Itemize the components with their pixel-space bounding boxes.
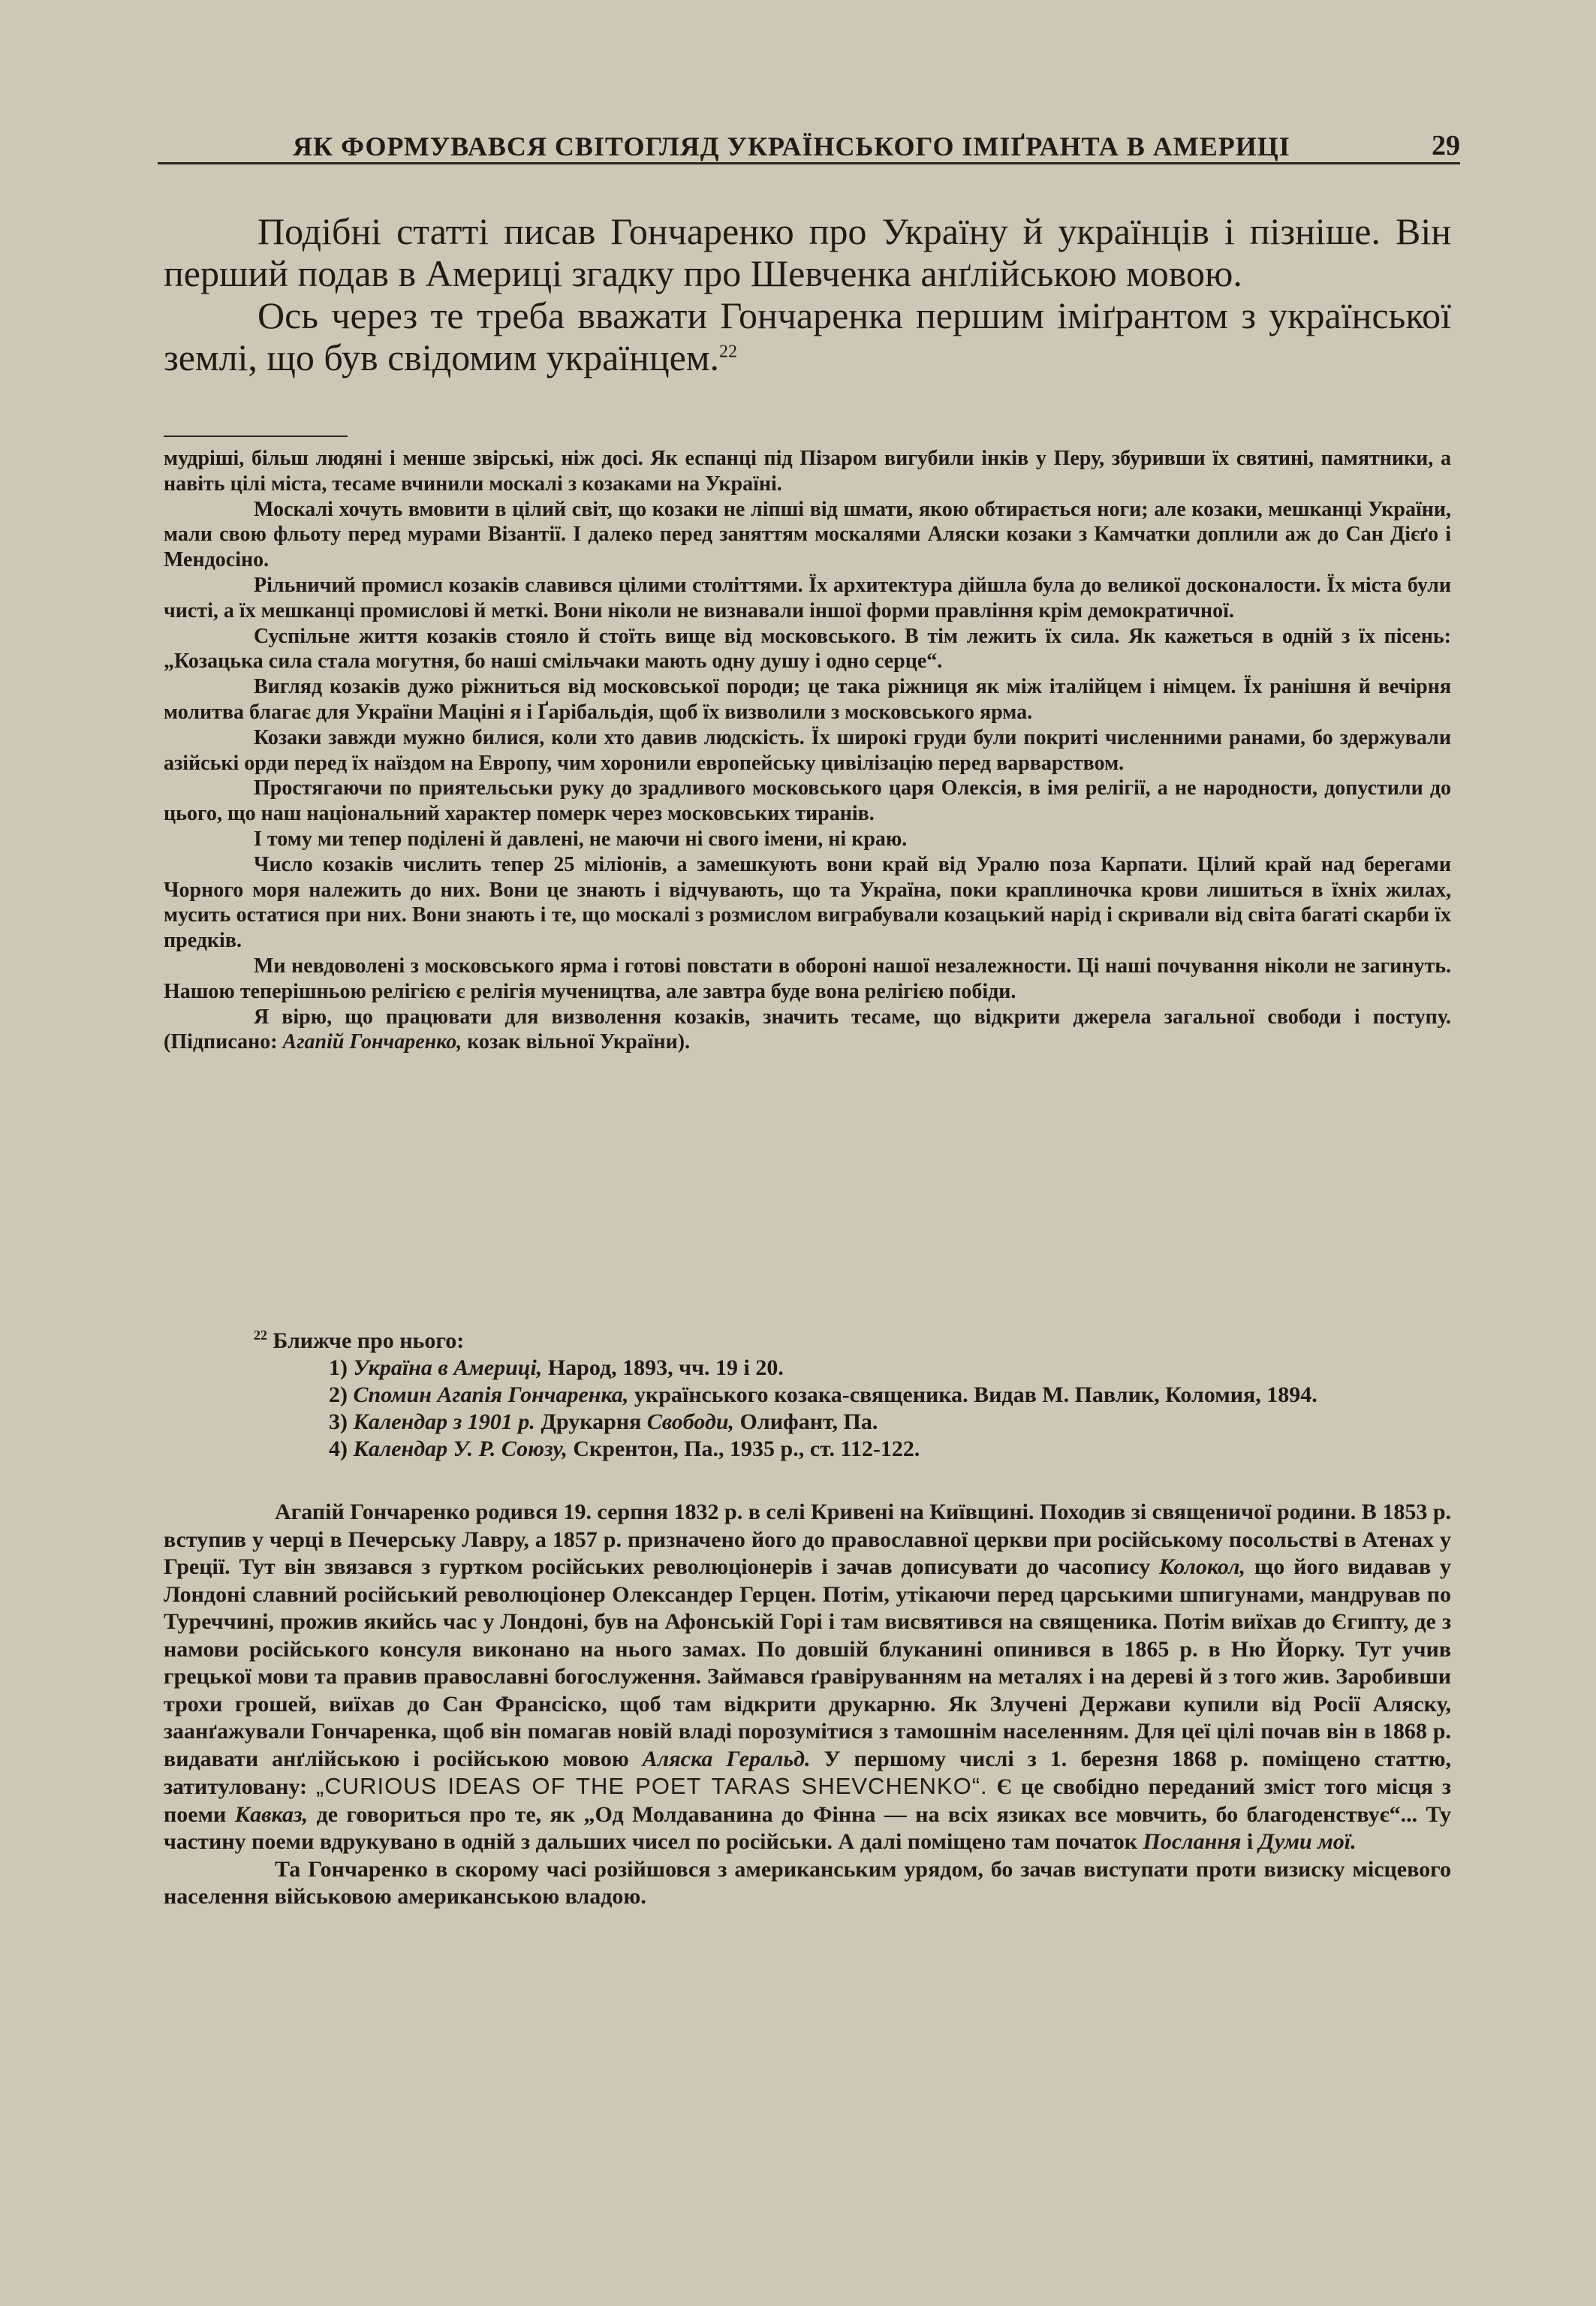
footnote-paragraph: Я вірю, що працювати для визволення козаків, значить тесаме, що відкрити джерела загальної свободи і поступу. (Підписано: Агапій Гончаренко, козак вільної України).: [164, 1005, 1451, 1054]
footnote-continuation: [164, 446, 1451, 1055]
biography-paragraph: Агапій Гончаренко родився 19. серпня 1832 р. в селі Кривені на Київщині. Походив зі священичої родини. В 1853 р. вступив у черці в Печерську Лавру, а 1857 р. призначено його до православної церкви при російському посольстві в Атенах у Греції. Тут він звязався з гуртком російських революціонерів і зачав дописувати до часопису Колокол, що його видавав у Лондоні славний російський революціонер Олександер Герцен. Потім, утікаючи перед царськими шпигунами, мандрував по Туреччині, прожив якийсь час у Лондоні, був на Афонській Горі і там висвятився на священика. Потім виїхав до Єгипту, де з намови російського консуля виконано на нього замах. По довшій блуканині опинився в 1865 р. в Ню Йорку. Тут учив грецької мови та правив православні богослуження. Займався ґравіруванням на металях і на дереві й з того жив. Заробивши трохи грошей, виїхав до Сан Франсіско, щоб там відкрити друкарню. Як Злучені Держави купили від Росії Аляску, заанґажували Гончаренка, щоб він помагав новій владі порозумітися з тамошнім населенням. Для цеї цілі почав він в 1868 р. видавати анґлійською і російською мовою Аляска Геральд. У першому числі з 1. березня 1868 р. поміщено статтю, затитуловану: „CURIOUS IDEAS OF THE POET TARAS SHEVCHENKO“. Є це свобідно переданий зміст того місця з поеми Кавказ, де говориться про те, як „Од Молдаванина до Фінна — на всіх язиках все мовчить, бо благоденствує“... Ту частину поеми вдрукувано в одній з дальших чисел по російськи. А далі поміщено там початок Послання і Думи мої.: [164, 1500, 1452, 1854]
footnote-paragraph: Москалі хочуть вмовити в цілий світ, що козаки не ліпші від шмати, якою обтирається ноги; але козаки, мешканці України, мали свою фльоту перед мурами Візантії. І далеко перед заняттям москалями Аляски козаки з Камчатки доплили аж до Сан Дієґо і Мендосіно.: [164, 497, 1451, 572]
footnote-paragraph: І тому ми тепер поділені й давлені, не маючи ні свого імени, ні краю.: [254, 827, 908, 851]
signature: Агапій Гончаренко,: [282, 1030, 462, 1054]
reference-lead: $^{22}$ Ближче про нього:: [254, 1328, 465, 1353]
footnote-paragraph: Простягаючи по приятельськи руку до зрадливого московського царя Олексія, в імя релігії, а не народности, допустили до цього, що наш національний характер померк через московських тиранів.: [164, 776, 1451, 826]
footnote-rule: [164, 436, 348, 437]
main-paragraph-text: Ось через те треба вважати Гончаренка першим іміґрантом з української землі, що був свідомим українцем.: [164, 294, 1451, 378]
page-number: 29: [1432, 130, 1460, 161]
footnote-number: 22: [254, 1328, 267, 1343]
reference-item: 1) Україна в Америці, Народ, 1893, чч. 19 і 20.: [329, 1355, 784, 1380]
main-paragraph: [164, 294, 1451, 378]
footnote-ref: 22: [719, 342, 738, 362]
biography-text: [164, 1499, 1451, 1911]
running-title: ЯК ФОРМУВАВСЯ СВІТОГЛЯД УКРАЇНСЬКОГО ІМІҐРАНТА В АМЕРИЦІ: [293, 131, 1290, 161]
footnote-paragraph: Козаки завжди мужно билися, коли хто давив людскість. Їх широкі груди були покриті численними ранами, бо здержували азійські орди перед їх наїздом на Европу, чим хоронили европейську цивілізацію перед варварством.: [164, 725, 1451, 775]
reference-item: 4) Календар У. Р. Союзу, Скрентон, Па., 1935 р., ст. 112-122.: [329, 1436, 920, 1461]
main-text: [164, 210, 1451, 378]
biography-paragraph: Та Гончаренко в скорому часі розійшовся з американським урядом, бо зачав виступати проти визиску місцевого населення військовою американською владою.: [164, 1856, 1451, 1909]
footnote-paragraph: Число козаків числить тепер 25 міліонів, а замешкують вони край від Уралю поза Карпати. Цілий край над берегами Чорного моря належить до них. Вони це знають і відчувають, що та Україна, поки краплиночка крови лишиться в їхніх жилах, мусить остатися при них. Вони знають і те, що москалі з розмислом виграбували козацький нарід і скривали від світа багаті скарби їх предків.: [164, 852, 1451, 953]
running-header: [158, 126, 1460, 164]
reference-item: 3) Календар з 1901 р. Друкарня Свободи, Олифант, Па.: [329, 1409, 878, 1434]
reference-list: [164, 1328, 1451, 1463]
footnote-paragraph: Ми невдоволені з московського ярма і готові повстати в обороні нашої незалежности. Ці наші почування ніколи не загинуть. Нашою теперішньою релігією є релігія мучеництва, але завтра буде вона релігією побіди.: [164, 954, 1451, 1003]
main-paragraph: Подібні статті писав Гончаренко про Україну й українців і пізніше. Він перший подав в Америці згадку про Шевченка анґлійською мовою.: [164, 210, 1451, 294]
footnote-paragraph: Вигляд козаків дужо ріжниться від московської породи; це така ріжниця як між італійцем і німцем. Їх ранішня й вечірня молитва благає для України Маціні я і Ґарібальдія, щоб їх визволили з московського ярма.: [164, 675, 1451, 724]
footnote-paragraph: Рільничий промисл козаків славився цілими століттями. Їх архитектура дійшла була до великої досконалости. Їх міста були чисті, а їх мешканці промислові й меткі. Вони ніколи не визнавали іншої форми правління крім демократичної.: [164, 573, 1451, 622]
english-title: „CURIOUS IDEAS OF THE POET TARAS SHEVCHENKO“.: [316, 1773, 988, 1799]
footnote-paragraph: мудріші, більш людяні і менше звірські, ніж досі. Як еспанці під Пізаром вигубили інків у Перу, збуривши їх святині, памятники, а навіть цілі міста, тесаме вчинили москалі з козаками на Україні.: [164, 447, 1451, 496]
reference-item: 2) Спомин Агапія Гончаренка, українського козака-священика. Видав М. Павлик, Коломия, 1894.: [329, 1382, 1317, 1407]
footnote-paragraph: Суспільне життя козаків стояло й стоїть вище від московського. В тім лежить їх сила. Як кажеться в одній з їх пісень: „Козацька сила стала могутня, бо наші смільчаки мають одну душу і одно серце“.: [164, 624, 1451, 674]
